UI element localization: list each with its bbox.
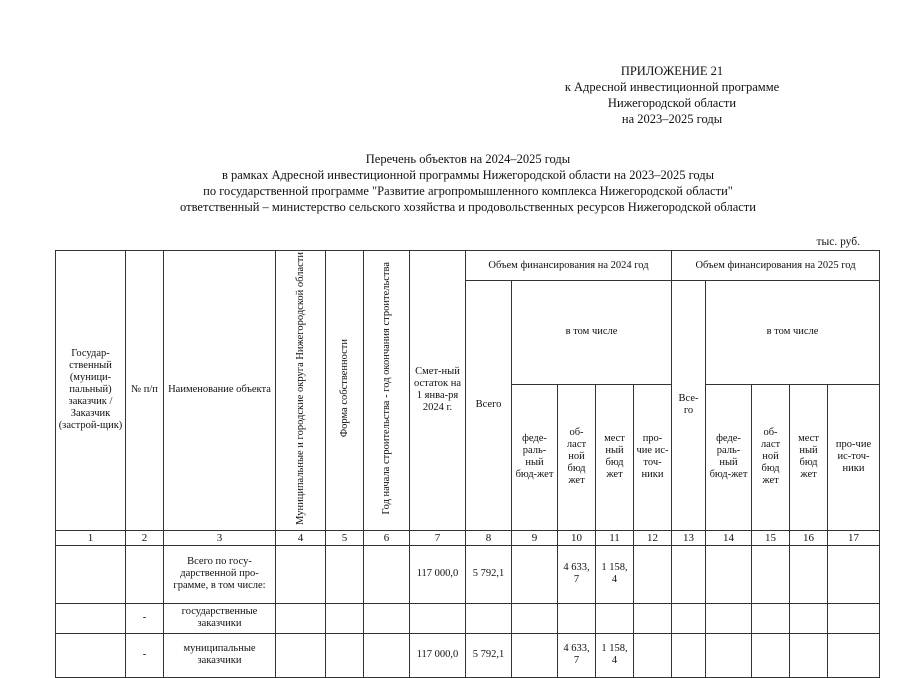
units-label: тыс. руб.	[816, 236, 860, 248]
header-federal-2025: феде-раль-ный бюд-жет	[706, 384, 752, 530]
cell-local-2025	[790, 603, 828, 633]
appendix-line: ПРИЛОЖЕНИЕ 21	[620, 64, 724, 78]
objects-table	[55, 250, 880, 678]
col-number: 6	[364, 530, 410, 545]
title-line: по государственной программе "Развитие агропромышленного комплекса Нижегородской области"	[203, 184, 733, 198]
cell-total-2024: 5 792,1	[466, 545, 512, 603]
col-number: 8	[466, 530, 512, 545]
cell-customer	[56, 603, 126, 633]
cell-ownership	[326, 603, 364, 633]
col-number: 4	[276, 530, 326, 545]
header-fin-2024: Объем финансирования на 2024 год	[466, 251, 672, 281]
header-local-2025: мест ный бюд жет	[790, 384, 828, 530]
header-local-2024: мест ный бюд жет	[596, 384, 634, 530]
header-name: Наименование объекта	[164, 251, 276, 531]
header-including-2024: в том числе	[512, 281, 672, 385]
col-number: 14	[706, 530, 752, 545]
col-number: 5	[326, 530, 364, 545]
col-number: 11	[596, 530, 634, 545]
cell-regional-2024: 4 633, 7	[558, 633, 596, 677]
cell-name: муниципальные заказчики	[164, 633, 276, 677]
cell-total-2025	[672, 545, 706, 603]
header-total-2024: Всего	[466, 281, 512, 531]
header-fin-2025: Объем финансирования на 2025 год	[672, 251, 880, 281]
header-federal-2024: феде-раль-ный бюд-жет	[512, 384, 558, 530]
cell-federal-2025	[706, 545, 752, 603]
header-regional-2025: об-ласт ной бюд жет	[752, 384, 790, 530]
cell-customer	[56, 545, 126, 603]
title-line: ответственный – министерство сельского хозяйства и продовольственных ресурсов Нижегородской области	[180, 200, 756, 214]
header-years-cell	[364, 251, 410, 531]
cell-federal-2024	[512, 545, 558, 603]
cell-local-2024	[596, 603, 634, 633]
header-ownership: Форма собственности	[339, 339, 350, 438]
cell-num: -	[126, 603, 164, 633]
header-years: Год начала строительства - год окончания строительства	[381, 262, 392, 515]
col-number: 16	[790, 530, 828, 545]
cell-municipal	[276, 545, 326, 603]
header-municipal-cell	[276, 251, 326, 531]
header-other-2024: про-чие ис-точ-ники	[634, 384, 672, 530]
cell-years	[364, 545, 410, 603]
cell-name: государственные заказчики	[164, 603, 276, 633]
cell-num: -	[126, 633, 164, 677]
appendix-line: Нижегородской области	[607, 96, 737, 110]
document-title	[60, 151, 876, 215]
cell-years	[364, 603, 410, 633]
header-including-2025: в том числе	[706, 281, 880, 385]
header-total-2025: Все-го	[672, 281, 706, 531]
cell-regional-2025	[752, 603, 790, 633]
table-row	[56, 545, 880, 603]
col-number: 7	[410, 530, 466, 545]
cell-regional-2024: 4 633, 7	[558, 545, 596, 603]
cell-regional-2025	[752, 545, 790, 603]
cell-num	[126, 545, 164, 603]
col-number: 15	[752, 530, 790, 545]
appendix-line: на 2023–2025 годы	[621, 112, 723, 126]
cell-local-2024: 1 158, 4	[596, 633, 634, 677]
col-number: 3	[164, 530, 276, 545]
col-number: 12	[634, 530, 672, 545]
cell-total-2024	[466, 603, 512, 633]
header-other-2025: про-чие ис-точ-ники	[828, 384, 880, 530]
table-row	[56, 603, 880, 633]
cell-local-2025	[790, 545, 828, 603]
header-ownership-cell	[326, 251, 364, 531]
cell-other-2025	[828, 545, 880, 603]
col-number: 10	[558, 530, 596, 545]
cell-federal-2025	[706, 603, 752, 633]
col-number: 13	[672, 530, 706, 545]
header-num: № п/п	[126, 251, 164, 531]
col-number: 1	[56, 530, 126, 545]
cell-municipal	[276, 603, 326, 633]
header-municipal: Муниципальные и городские округа Нижегородской области	[295, 252, 306, 525]
header-balance: Смет-ный остаток на 1 янва-ря 2024 г.	[410, 251, 466, 531]
cell-total-2025	[672, 603, 706, 633]
cell-other-2024	[634, 545, 672, 603]
cell-regional-2024	[558, 603, 596, 633]
cell-balance	[410, 603, 466, 633]
col-number: 17	[828, 530, 880, 545]
header-customer: Государ-ственный (муници-пальный) заказчик / Заказчик (застрой-щик)	[56, 251, 126, 531]
col-number: 9	[512, 530, 558, 545]
cell-federal-2024	[512, 603, 558, 633]
appendix-line: к Адресной инвестиционной программе	[564, 80, 780, 94]
cell-name: Всего по госу-дарственной про-грамме, в том числе:	[164, 545, 276, 603]
cell-other-2024	[634, 603, 672, 633]
appendix-header	[545, 63, 799, 127]
cell-total-2024: 5 792,1	[466, 633, 512, 677]
cell-balance: 117 000,0	[410, 545, 466, 603]
cell-balance: 117 000,0	[410, 633, 466, 677]
column-numbers-row	[56, 530, 880, 545]
cell-local-2024: 1 158, 4	[596, 545, 634, 603]
title-line: в рамках Адресной инвестиционной программы Нижегородской области на 2023–2025 годы	[221, 168, 715, 182]
cell-other-2025	[828, 603, 880, 633]
header-regional-2024: об-ласт ной бюд жет	[558, 384, 596, 530]
cell-ownership	[326, 545, 364, 603]
title-line: Перечень объектов на 2024–2025 годы	[365, 152, 571, 166]
col-number: 2	[126, 530, 164, 545]
